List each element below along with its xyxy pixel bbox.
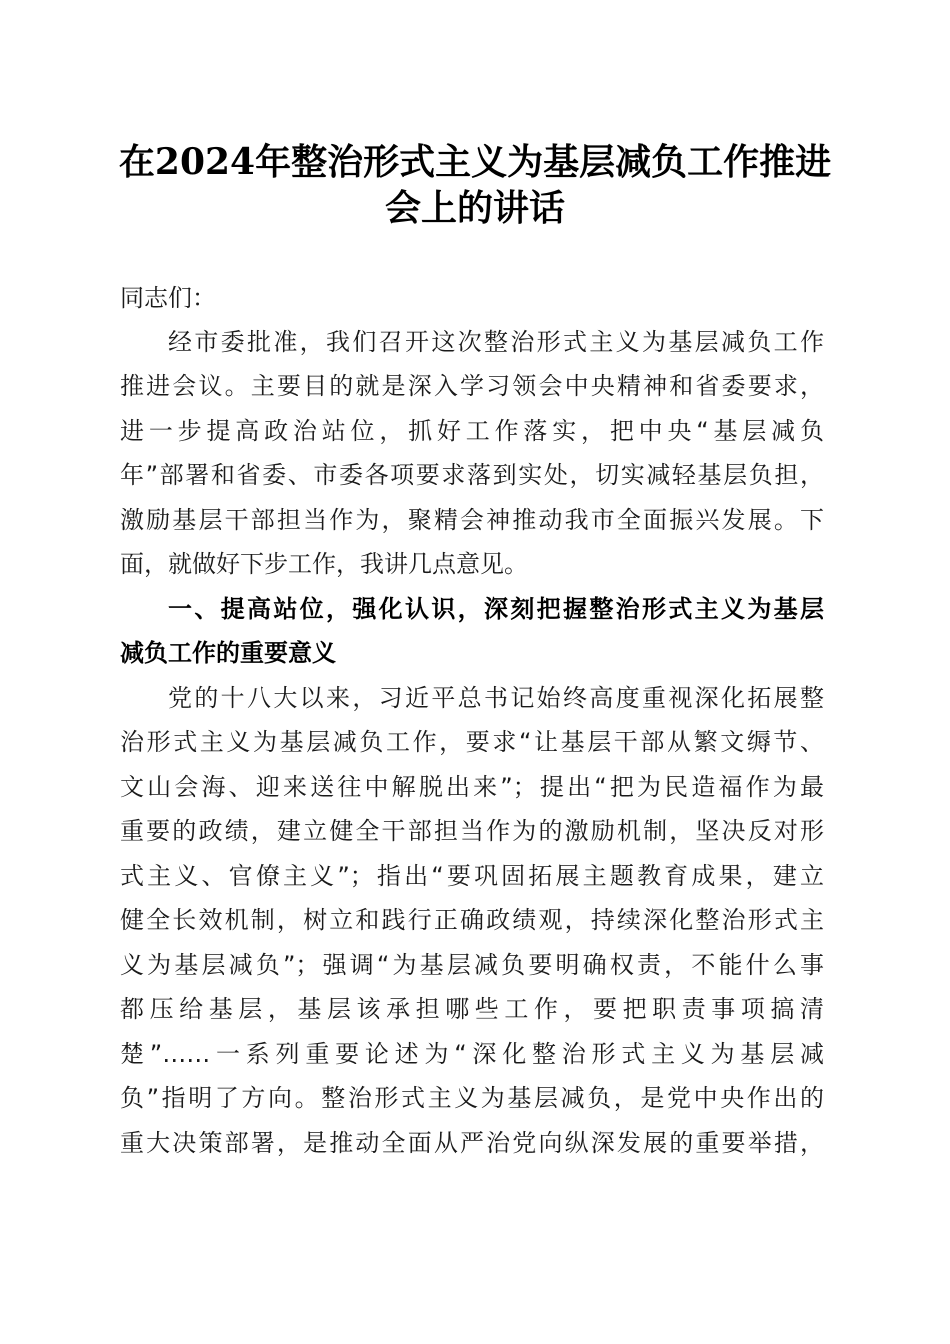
section-heading-line: 一、提高站位，强化认识，深刻把握整治形式主义为基层 — [168, 595, 824, 623]
body-line: 经市委批准，我们召开这次整治形式主义为基层减负工作 — [168, 328, 824, 356]
document-title-line-1: 在2024年整治形式主义为基层减负工作推进 — [118, 141, 832, 183]
body-line: 年”部署和省委、市委各项要求落到实处，切实减轻基层负担， — [120, 461, 824, 489]
body-line: 式主义、官僚主义”；指出“要巩固拓展主题教育成果，建立 — [120, 862, 824, 890]
section-heading-line: 减负工作的重要意义 — [120, 639, 336, 667]
body-line: 文山会海、迎来送往中解脱出来”；提出“把为民造福作为最 — [120, 773, 824, 801]
body-line: 推进会议。主要目的就是深入学习领会中央精神和省委要求， — [120, 372, 824, 400]
body-line: 党的十八大以来，习近平总书记始终高度重视深化拓展整 — [168, 684, 824, 712]
body-line: 义为基层减负”；强调“为基层减负要明确权责，不能什么事 — [120, 951, 824, 979]
body-line: 进一步提高政治站位，抓好工作落实，把中央“基层减负 — [120, 417, 824, 445]
body-line: 负”指明了方向。整治形式主义为基层减负，是党中央作出的 — [120, 1084, 824, 1112]
body-line: 楚”……一系列重要论述为“深化整治形式主义为基层减 — [120, 1040, 824, 1068]
body-line: 面，就做好下步工作，我讲几点意见。 — [120, 550, 528, 578]
body-line: 重大决策部署，是推动全面从严治党向纵深发展的重要举措， — [120, 1129, 824, 1157]
document-title-line-2: 会上的讲话 — [384, 187, 565, 229]
body-line: 治形式主义为基层减负工作，要求“让基层干部从繁文缛节、 — [120, 728, 824, 756]
body-line: 健全长效机制，树立和践行正确政绩观，持续深化整治形式主 — [120, 906, 824, 934]
body-line: 重要的政绩，建立健全干部担当作为的激励机制，坚决反对形 — [120, 817, 824, 845]
salutation: 同志们： — [120, 284, 216, 312]
body-line: 激励基层干部担当作为，聚精会神推动我市全面振兴发展。下 — [120, 506, 824, 534]
body-line: 都压给基层，基层该承担哪些工作，要把职责事项搞清 — [120, 995, 824, 1023]
